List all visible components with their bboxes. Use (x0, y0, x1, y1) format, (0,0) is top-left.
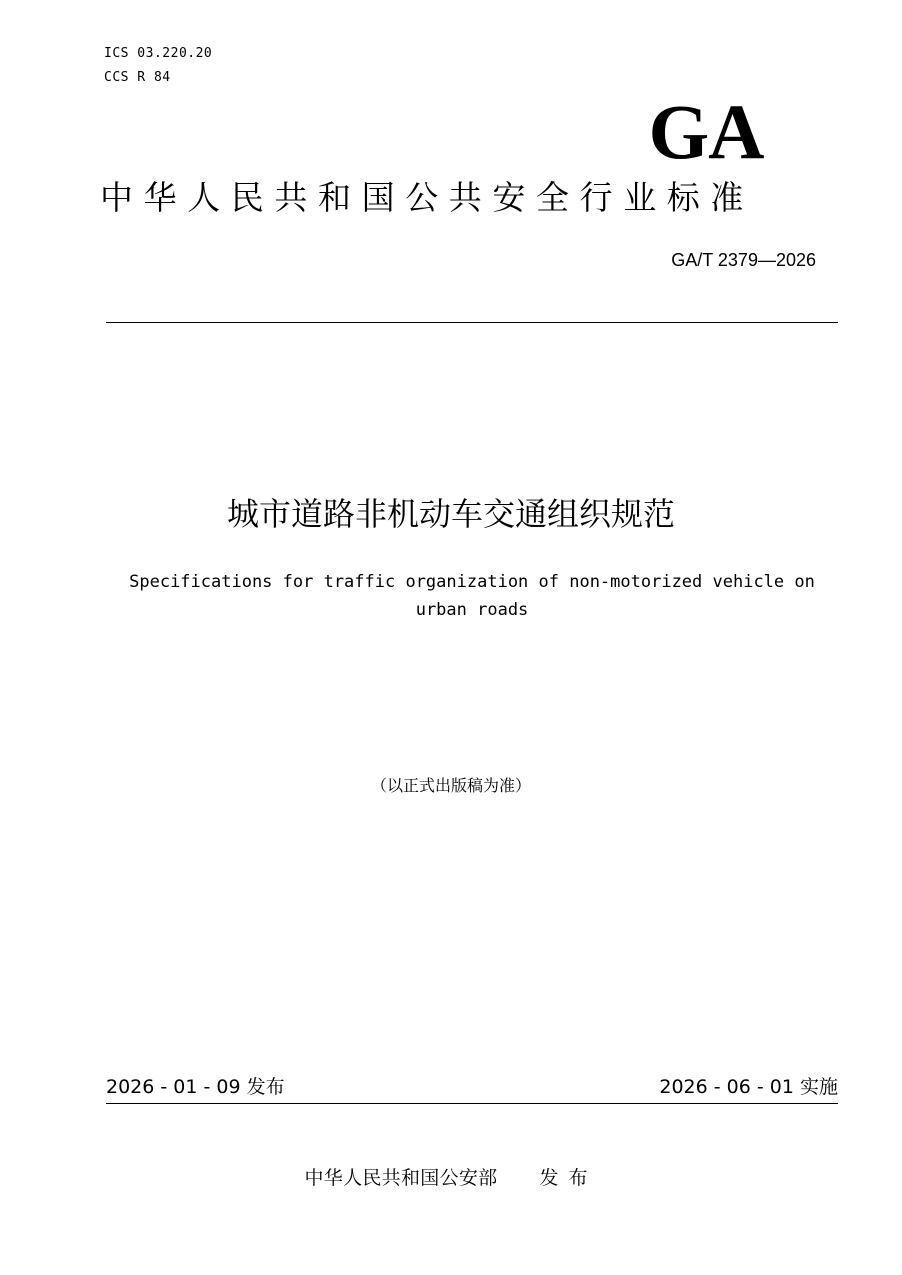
document-title-zh: 城市道路非机动车交通组织规范 (226, 495, 675, 533)
ics-code: ICS 03.220.20 (104, 46, 213, 61)
standard-number: GA/T 2379—2026 (671, 250, 816, 270)
bottom-divider (106, 1103, 838, 1104)
implementation-date: 2026 - 06 - 01 实施 (659, 1076, 838, 1098)
publisher-line (0, 1162, 902, 1194)
standard-category: 中华人民共和国公共安全行业标准 (100, 178, 754, 217)
publisher-name: 中华人民共和国公安部 (304, 1167, 498, 1189)
publish-label: 发布 (539, 1167, 598, 1189)
document-title-en: Specifications for traffic organization of non-motorized vehicle on urban roads (129, 572, 815, 620)
top-divider (106, 322, 838, 323)
ga-logo: GA (648, 88, 764, 175)
issue-date: 2026 - 01 - 09 发布 (106, 1076, 285, 1098)
ccs-code: CCS R 84 (104, 70, 171, 85)
draft-note: （以正式出版稿为准） (370, 776, 531, 795)
